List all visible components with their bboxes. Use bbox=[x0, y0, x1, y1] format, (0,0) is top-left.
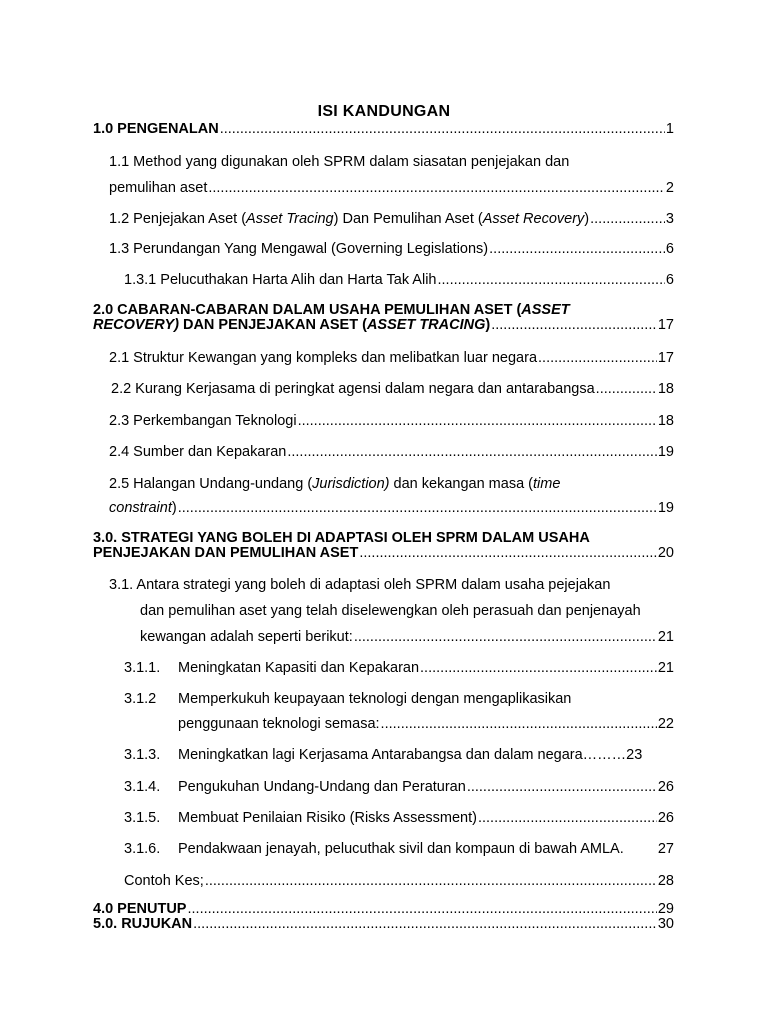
dot-leader bbox=[359, 545, 657, 562]
toc-entry-3-1-3[interactable] bbox=[178, 747, 642, 764]
toc-entry-label: 2.4 Sumber dan Kepakaran bbox=[109, 444, 287, 460]
toc-entry-label: 2.3 Perkembangan Teknologi bbox=[109, 413, 297, 429]
page-number: 27 bbox=[657, 841, 674, 857]
page-number: 2 bbox=[665, 180, 674, 196]
dot-leader bbox=[287, 444, 657, 461]
page-number: 6 bbox=[665, 241, 674, 257]
label-part: 1.2 Penjejakan Aset ( bbox=[109, 211, 247, 227]
toc-entry-1-1-line1: 1.1 Method yang digunakan oleh SPRM dalam siasatan penjejakan dan bbox=[109, 154, 570, 170]
toc-entry-label: 1.0 PENGENALAN bbox=[93, 121, 219, 137]
toc-entry-3-1-6-number: 3.1.6. bbox=[124, 841, 161, 857]
toc-entry-1-1[interactable] bbox=[109, 180, 674, 197]
page-number: 19 bbox=[657, 500, 674, 516]
dot-leader bbox=[538, 350, 657, 367]
toc-entry-label: Membuat Penilaian Risiko (Risks Assessment) bbox=[178, 810, 477, 826]
dot-leader bbox=[205, 873, 657, 890]
label-part: dan kekangan masa ( bbox=[389, 476, 533, 492]
toc-entry-3-1-4-number: 3.1.4. bbox=[124, 779, 161, 795]
toc-entry-label: Contoh Kes; bbox=[124, 873, 204, 889]
label-part: ) bbox=[584, 211, 590, 227]
toc-entry-label: 2.1 Struktur Kewangan yang kompleks dan melibatkan luar negara bbox=[109, 350, 538, 366]
toc-entry-2-3[interactable] bbox=[109, 413, 674, 430]
toc-entry-label: 5.0. RUJUKAN bbox=[93, 916, 193, 932]
page-number: 17 bbox=[657, 350, 674, 366]
page-number: 17 bbox=[657, 317, 674, 333]
toc-entry-label: 4.0 PENUTUP bbox=[93, 901, 187, 917]
page-number: 23 bbox=[626, 747, 643, 763]
label-part-italic: ASSET TRACING bbox=[366, 317, 486, 333]
toc-entry-3-1-1-number: 3.1.1. bbox=[124, 660, 161, 676]
toc-entry-3-1-6[interactable] bbox=[178, 841, 674, 858]
toc-entry-1-3-1[interactable] bbox=[124, 272, 674, 289]
page-number: 30 bbox=[657, 916, 674, 932]
dot-leader bbox=[420, 660, 657, 677]
dot-leader bbox=[478, 810, 657, 827]
page-number: 6 bbox=[665, 272, 674, 288]
page-number: 29 bbox=[657, 901, 674, 917]
toc-entry-label: 1.3 Perundangan Yang Mengawal (Governing Legislations) bbox=[109, 241, 489, 257]
label-part: 2.0 CABARAN-CABARAN DALAM USAHA PEMULIHAN ASET ( bbox=[93, 302, 522, 318]
toc-entry-2-5-line1 bbox=[109, 476, 560, 493]
label-part-italic: Asset Recovery bbox=[482, 211, 585, 227]
toc-entry-3-1-line1: 3.1. Antara strategi yang boleh di adaptasi oleh SPRM dalam usaha pejejakan bbox=[109, 577, 611, 593]
label-part: ) Dan Pemulihan Aset ( bbox=[333, 211, 483, 227]
toc-entry-label: PENJEJAKAN DAN PEMULIHAN ASET bbox=[93, 545, 359, 561]
page-number: 21 bbox=[657, 660, 674, 676]
toc-entry-3-1-5[interactable] bbox=[178, 810, 674, 827]
dot-leader bbox=[354, 629, 657, 646]
toc-entry-label: penggunaan teknologi semasa: bbox=[178, 716, 380, 732]
toc-entry-3-0-line1: 3.0. STRATEGI YANG BOLEH DI ADAPTASI OLEH SPRM DALAM USAHA bbox=[93, 530, 590, 546]
toc-entry-2-5[interactable] bbox=[109, 500, 674, 517]
toc-entry-3-1[interactable] bbox=[140, 629, 674, 646]
label-part: 2.5 Halangan Undang-undang ( bbox=[109, 476, 313, 492]
toc-entry-3-1-5-number: 3.1.5. bbox=[124, 810, 161, 826]
page-number: 18 bbox=[657, 413, 674, 429]
toc-entry-label: Meningkatan Kapasiti dan Kepakaran bbox=[178, 660, 420, 676]
page-number: 26 bbox=[657, 779, 674, 795]
toc-entry-2-0[interactable] bbox=[93, 317, 674, 334]
page-title: ISI KANDUNGAN bbox=[317, 103, 451, 120]
toc-entry-2-1[interactable] bbox=[109, 350, 674, 367]
toc-entry-5-0[interactable] bbox=[93, 916, 674, 933]
dot-leader bbox=[467, 779, 657, 796]
toc-entry-label bbox=[93, 317, 490, 334]
page-number: 18 bbox=[657, 381, 674, 397]
toc-entry-3-1-3-number: 3.1.3. bbox=[124, 747, 161, 763]
toc-entry-3-1-4[interactable] bbox=[178, 779, 674, 796]
dot-leader bbox=[596, 381, 657, 398]
page-number: 28 bbox=[657, 873, 674, 889]
toc-entry-contoh-kes[interactable] bbox=[124, 873, 674, 890]
label-part-italic: Asset Tracing bbox=[246, 211, 334, 227]
page-number: 26 bbox=[657, 810, 674, 826]
toc-entry-label: Meningkatkan lagi Kerjasama Antarabangsa dan dalam negara bbox=[178, 747, 583, 763]
toc-entry-3-1-line2: dan pemulihan aset yang telah diselewengkan oleh perasuah dan penjenayah bbox=[140, 603, 641, 619]
label-part: DAN PENJEJAKAN ASET ( bbox=[178, 317, 367, 333]
toc-entry-3-1-2-line1: Memperkukuh keupayaan teknologi dengan mengaplikasikan bbox=[178, 691, 572, 707]
dot-leader bbox=[220, 121, 665, 138]
toc-entry-3-1-2-number: 3.1.2 bbox=[124, 691, 157, 707]
label-part: ) bbox=[485, 317, 491, 333]
toc-entry-label: pemulihan aset bbox=[109, 180, 208, 196]
toc-entry-label bbox=[109, 500, 177, 517]
dot-leader bbox=[489, 241, 665, 258]
dot-leader bbox=[193, 916, 657, 933]
page-number: 22 bbox=[657, 716, 674, 732]
toc-entry-1-0[interactable] bbox=[93, 121, 674, 138]
dot-leader bbox=[178, 500, 657, 517]
toc-entry-label bbox=[109, 211, 589, 228]
label-part-italic: ASSET bbox=[521, 302, 570, 318]
dot-leader bbox=[438, 272, 665, 289]
label-part-italic: Jurisdiction) bbox=[312, 476, 390, 492]
toc-entry-label: Pengukuhan Undang-Undang dan Peraturan bbox=[178, 779, 466, 795]
toc-entry-1-2[interactable] bbox=[109, 211, 674, 228]
dot-leader bbox=[491, 317, 657, 334]
toc-entry-label: kewangan adalah seperti berikut: bbox=[140, 629, 353, 645]
page-number: 20 bbox=[657, 545, 674, 561]
dot-leader bbox=[298, 413, 657, 430]
page-number: 21 bbox=[657, 629, 674, 645]
toc-entry-label: 2.2 Kurang Kerjasama di peringkat agensi dalam negara dan antarabangsa bbox=[111, 381, 595, 397]
label-part-italic: time bbox=[533, 476, 561, 492]
toc-entry-label: Pendakwaan jenayah, pelucuthak sivil dan kompaun di bawah AMLA. bbox=[178, 841, 624, 857]
toc-entry-3-1-1[interactable] bbox=[178, 660, 674, 677]
dot-leader bbox=[381, 716, 657, 733]
page-number: 3 bbox=[665, 211, 674, 227]
toc-entry-2-4[interactable] bbox=[109, 444, 674, 461]
page-number: 19 bbox=[657, 444, 674, 460]
label-part: ) bbox=[171, 500, 177, 516]
toc-entry-label: 1.3.1 Pelucuthakan Harta Alih dan Harta Tak Alih bbox=[124, 272, 437, 288]
dot-leader bbox=[208, 180, 665, 197]
toc-entry-3-0[interactable] bbox=[93, 545, 674, 562]
label-part-italic: RECOVERY) bbox=[93, 317, 179, 333]
dot-leader: ……… bbox=[582, 747, 627, 763]
page-number: 1 bbox=[665, 121, 674, 137]
toc-entry-1-3[interactable] bbox=[109, 241, 674, 258]
toc-entry-2-2[interactable] bbox=[111, 381, 674, 398]
dot-leader bbox=[590, 211, 665, 228]
toc-entry-3-1-2[interactable] bbox=[178, 716, 674, 733]
label-part-italic: constraint bbox=[109, 500, 172, 516]
